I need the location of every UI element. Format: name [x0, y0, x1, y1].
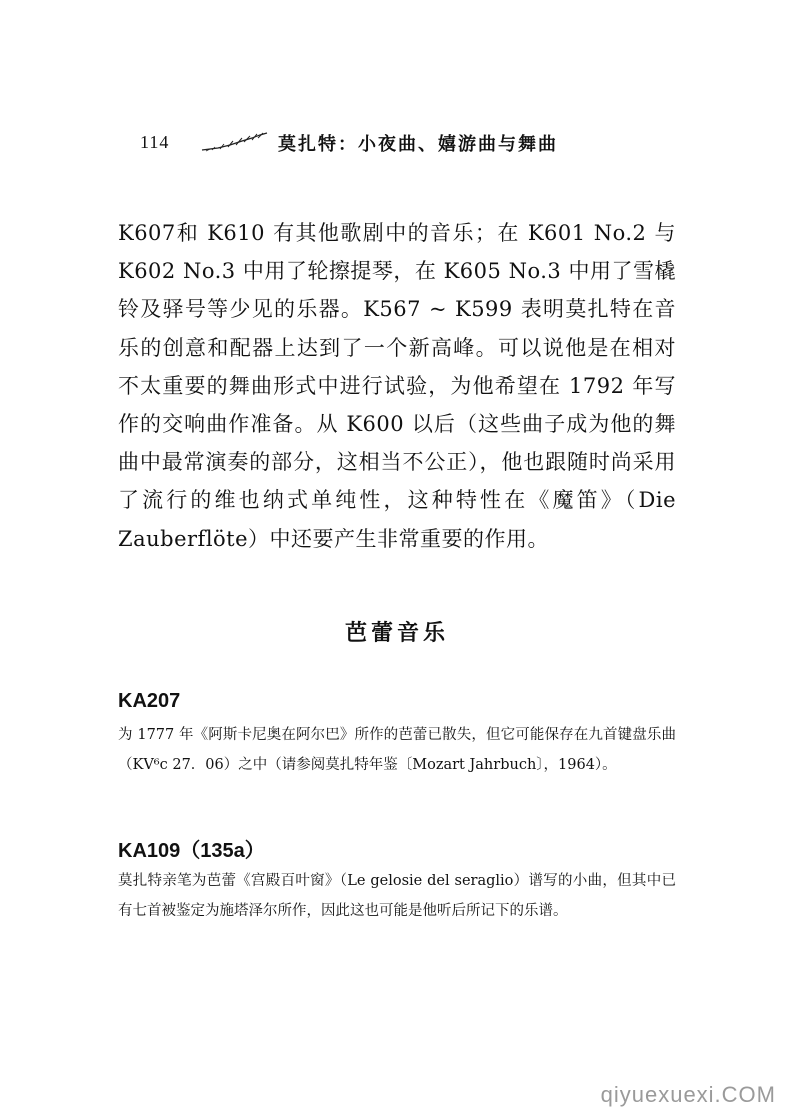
- section-title: 芭蕾音乐: [344, 621, 449, 646]
- running-title: 莫扎特：小夜曲、嬉游曲与舞曲: [278, 134, 558, 155]
- quill-ornament-icon: [200, 132, 270, 154]
- entry-text: 莫扎特亲笔为芭蕾《宫殿百叶窗》（Le gelosie del seraglio）谱写的小曲，但其中已有七首被鉴定为施塔泽尔所作，因此这也可能是他听后所记下的乐谱。: [118, 873, 676, 919]
- entry-heading: KA109（135a）: [118, 840, 265, 862]
- page-number: 114: [140, 132, 170, 152]
- body-paragraph: K607和 K610 有其他歌剧中的音乐；在 K601 No.2 与 K602 No.3 中用了轮擦提琴，在 K605 No.3 中用了雪橇铃及驿号等少见的乐器。K567 ~ K599 表明莫扎特在音乐的创意和配器上达到了一个新高峰。可以说他是在相对不太重要的舞曲形式中进行试验，为他希望在 1792 年写作的交响曲作准备。从 K600 以后（这些曲子成为他的舞曲中最常演奏的部分，这相当不公正），他也跟随时尚采用了流行的维也纳式单纯性，这种特性在《魔笛》（Die Zauberflöte）中还要产生非常重要的作用。: [118, 221, 676, 551]
- running-header: [118, 128, 678, 158]
- site-watermark: qiyuexuexi.COM: [600, 1082, 776, 1107]
- entry-text: 为 1777 年《阿斯卡尼奥在阿尔巴》所作的芭蕾已散失，但它可能保存在九首键盘乐曲（KV⁶c 27．06）之中（请参阅莫扎特年鉴〔Mozart Jahrbuch〕，1964）。: [118, 727, 676, 773]
- entry-heading: KA207: [118, 690, 181, 712]
